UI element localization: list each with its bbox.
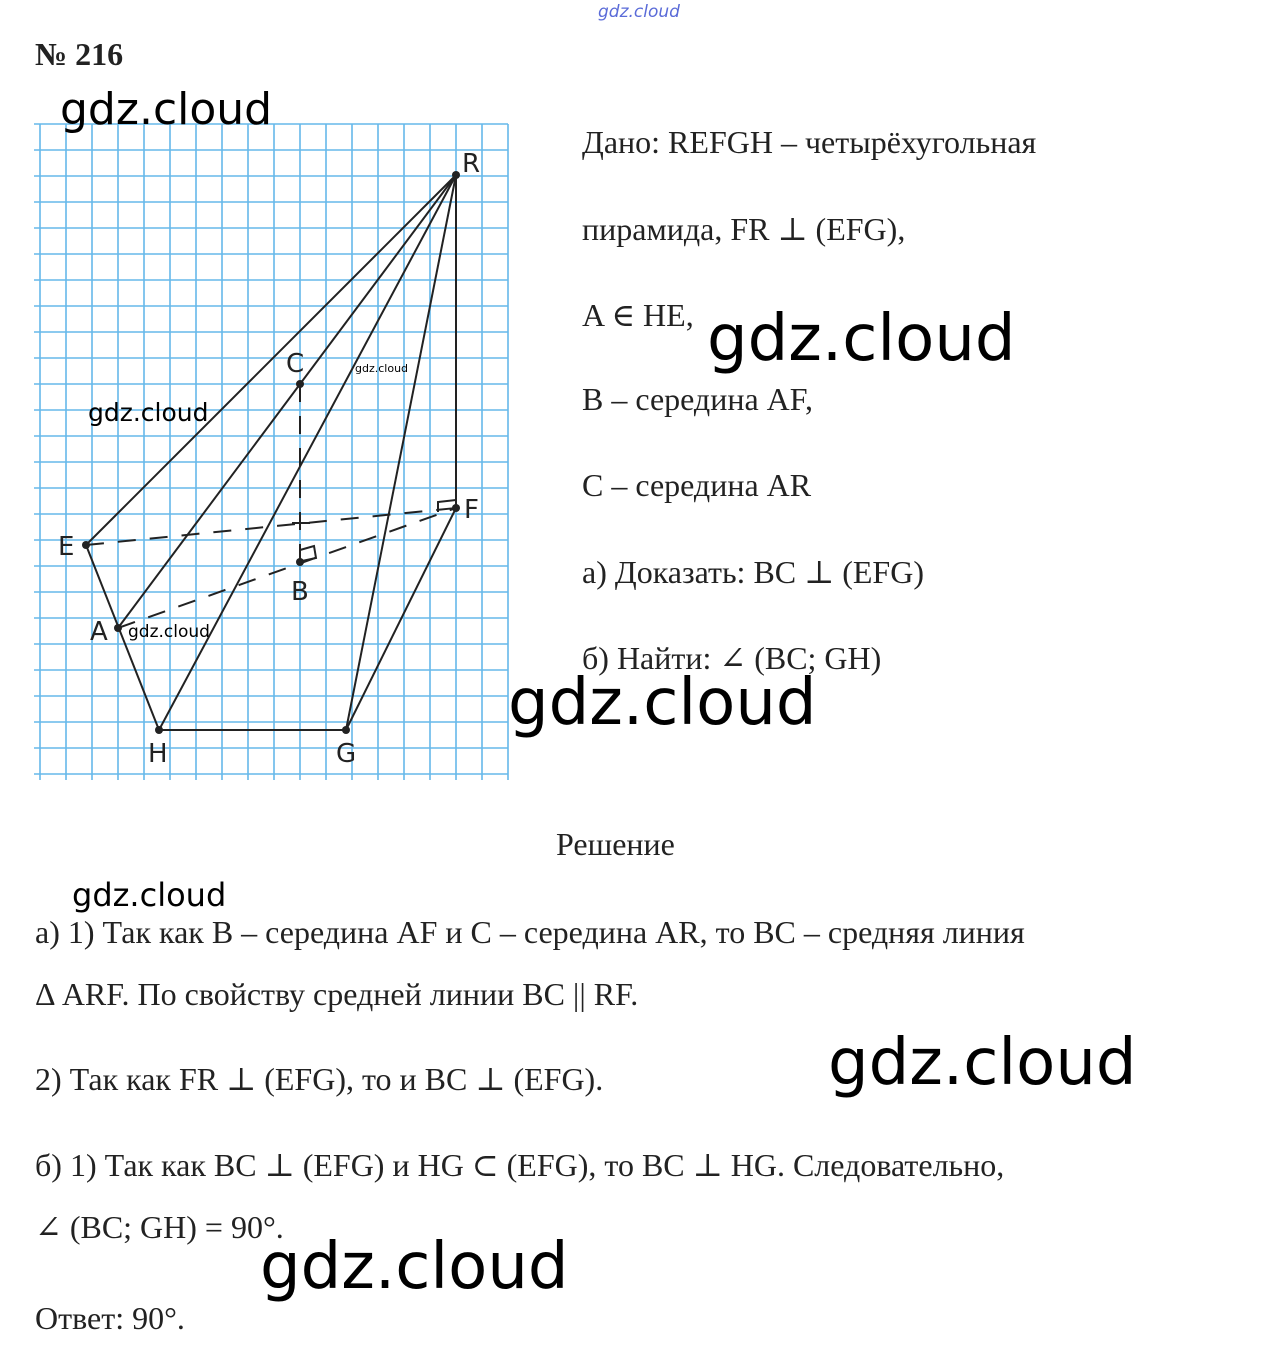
label-C: C xyxy=(286,349,305,379)
edge-RE xyxy=(86,175,456,545)
pyramid-figure xyxy=(30,110,510,790)
label-E: E xyxy=(58,532,75,562)
edge-RG xyxy=(346,175,456,730)
watermark: gdz.cloud xyxy=(260,1230,569,1304)
watermark: gdz.cloud xyxy=(128,622,210,642)
given-line-3: A ∈ HE, xyxy=(582,297,694,333)
solution-line-5: ∠ (BC; GH) = 90°. xyxy=(35,1209,284,1245)
right-angle-mark-B xyxy=(300,546,316,561)
watermark: gdz.cloud xyxy=(88,398,209,427)
given-line-7: б) Найти: ∠ (BC; GH) xyxy=(582,640,882,676)
label-F: F xyxy=(464,495,479,525)
watermark: gdz.cloud xyxy=(707,302,1016,376)
label-B: B xyxy=(291,577,309,607)
point-B xyxy=(296,558,304,566)
point-R xyxy=(452,171,460,179)
watermark: gdz.cloud xyxy=(508,666,817,740)
solution-line-2: Δ ARF. По свойству средней линии BC || RF. xyxy=(35,976,639,1012)
solution-line-1: а) 1) Так как B – середина AF и C – середина AR, то BC – средняя линия xyxy=(35,914,1025,950)
given-line-6: а) Доказать: BC ⊥ (EFG) xyxy=(582,554,924,590)
label-H: H xyxy=(148,739,168,769)
watermark-top: gdz.cloud xyxy=(598,2,680,22)
solid-edges xyxy=(86,175,456,730)
label-G: G xyxy=(336,739,357,769)
watermark: gdz.cloud xyxy=(72,876,227,914)
solution-title: Решение xyxy=(556,826,675,862)
answer-line: Ответ: 90°. xyxy=(35,1300,185,1336)
point-G xyxy=(342,726,350,734)
label-A: A xyxy=(90,617,108,647)
given-line-4: B – середина AF, xyxy=(582,381,813,417)
given-line-2: пирамида, FR ⊥ (EFG), xyxy=(582,211,906,247)
point-A xyxy=(114,624,122,632)
grid xyxy=(34,124,508,780)
point-C xyxy=(296,380,304,388)
label-R: R xyxy=(462,149,481,179)
given-line-1: Дано: REFGH – четырёхугольная xyxy=(582,124,1037,160)
watermark: gdz.cloud xyxy=(355,362,409,375)
point-F xyxy=(452,504,460,512)
solution-line-4: б) 1) Так как BC ⊥ (EFG) и HG ⊂ (EFG), то BC ⊥ HG. Следовательно, xyxy=(35,1147,1005,1183)
problem-number: № 216 xyxy=(35,36,124,72)
edge-RH xyxy=(159,175,456,730)
point-H xyxy=(155,726,163,734)
watermark: gdz.cloud xyxy=(60,84,273,135)
given-line-5: C – середина AR xyxy=(582,467,812,503)
point-E xyxy=(82,541,90,549)
watermark: gdz.cloud xyxy=(828,1026,1137,1100)
solution-line-3: 2) Так как FR ⊥ (EFG), то и BC ⊥ (EFG). xyxy=(35,1061,604,1097)
